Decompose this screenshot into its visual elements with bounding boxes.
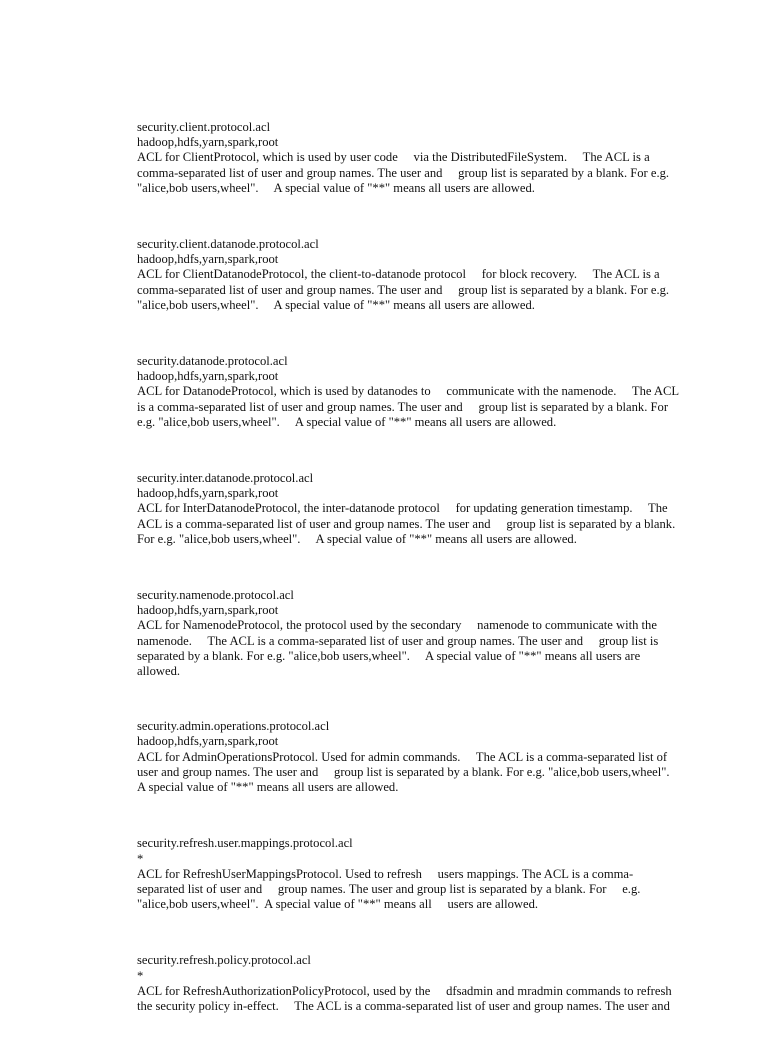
property-name: security.refresh.policy.protocol.acl bbox=[137, 953, 311, 968]
property-value: hadoop,hdfs,yarn,spark,root bbox=[137, 603, 279, 618]
property-description-line: user and group names. The user and group list is separated by a blank. For e.g. "alice,bob users,wheel". bbox=[137, 764, 670, 779]
property-value: hadoop,hdfs,yarn,spark,root bbox=[137, 369, 279, 384]
property-description-line: e.g. "alice,bob users,wheel". A special value of "**" means all users are allowed. bbox=[137, 414, 557, 429]
property-name: security.datanode.protocol.acl bbox=[137, 354, 288, 369]
property-description-line: is a comma-separated list of user and group names. The user and group list is separated by a blank. For bbox=[137, 399, 669, 414]
property-description-line: separated list of user and group names. The user and group list is separated by a blank. For e.g. bbox=[137, 881, 641, 896]
property-description-line: "alice,bob users,wheel". A special value of "**" means all users are allowed. bbox=[137, 297, 535, 312]
property-description-line: For e.g. "alice,bob users,wheel". A special value of "**" means all users are allowed. bbox=[137, 531, 577, 546]
property-description-line: separated by a blank. For e.g. "alice,bob users,wheel". A special value of "**" means all users are bbox=[137, 648, 641, 663]
property-description-line: ACL for RefreshAuthorizationPolicyProtocol, used by the dfsadmin and mradmin commands to refresh bbox=[137, 983, 672, 998]
property-entry bbox=[137, 953, 697, 1014]
property-entry bbox=[137, 719, 697, 795]
property-description-line: ACL for AdminOperationsProtocol. Used for admin commands. The ACL is a comma-separated list of bbox=[137, 749, 668, 764]
property-entry bbox=[137, 120, 697, 196]
property-entry bbox=[137, 354, 697, 430]
property-name: security.refresh.user.mappings.protocol.acl bbox=[137, 836, 353, 851]
property-description-line: the security policy in-effect. The ACL is a comma-separated list of user and group names. The user and bbox=[137, 998, 670, 1013]
document-page bbox=[137, 120, 697, 1055]
property-description-line: ACL is a comma-separated list of user and group names. The user and group list is separated by a blank. bbox=[137, 516, 676, 531]
property-entry bbox=[137, 471, 697, 547]
property-description-line: A special value of "**" means all users are allowed. bbox=[137, 780, 399, 795]
property-description-line: comma-separated list of user and group names. The user and group list is separated by a blank. For e.g. bbox=[137, 165, 670, 180]
property-description-line: comma-separated list of user and group names. The user and group list is separated by a blank. For e.g. bbox=[137, 282, 670, 297]
property-description-line: namenode. The ACL is a comma-separated list of user and group names. The user and group list is bbox=[137, 633, 659, 648]
property-description-line: ACL for DatanodeProtocol, which is used by datanodes to communicate with the namenode. The ACL bbox=[137, 384, 680, 399]
property-description-line: ACL for ClientProtocol, which is used by user code via the DistributedFileSystem. The ACL is a bbox=[137, 150, 650, 165]
property-entry bbox=[137, 588, 697, 679]
property-entry bbox=[137, 836, 697, 912]
property-value: * bbox=[137, 851, 144, 866]
property-name: security.client.datanode.protocol.acl bbox=[137, 237, 319, 252]
property-name: security.admin.operations.protocol.acl bbox=[137, 719, 330, 734]
property-description-line: "alice,bob users,wheel". A special value of "**" means all users are allowed. bbox=[137, 180, 535, 195]
property-description-line: ACL for InterDatanodeProtocol, the inter-datanode protocol for updating generation timestamp. The bbox=[137, 501, 668, 516]
property-value: hadoop,hdfs,yarn,spark,root bbox=[137, 486, 279, 501]
property-entry bbox=[137, 237, 697, 313]
property-description-line: allowed. bbox=[137, 664, 181, 679]
property-value: hadoop,hdfs,yarn,spark,root bbox=[137, 734, 279, 749]
property-name: security.namenode.protocol.acl bbox=[137, 588, 294, 603]
property-name: security.client.protocol.acl bbox=[137, 120, 271, 134]
property-value: hadoop,hdfs,yarn,spark,root bbox=[137, 252, 279, 267]
property-value: * bbox=[137, 968, 144, 983]
property-description-line: ACL for RefreshUserMappingsProtocol. Used to refresh users mappings. The ACL is a comma- bbox=[137, 866, 634, 881]
property-description-line: ACL for NamenodeProtocol, the protocol used by the secondary namenode to communicate with the bbox=[137, 618, 657, 633]
property-name: security.inter.datanode.protocol.acl bbox=[137, 471, 314, 486]
property-description-line: ACL for ClientDatanodeProtocol, the client-to-datanode protocol for block recovery. The ACL is a bbox=[137, 267, 660, 282]
property-value: hadoop,hdfs,yarn,spark,root bbox=[137, 135, 279, 150]
property-description-line: "alice,bob users,wheel". A special value of "**" means all users are allowed. bbox=[137, 897, 539, 912]
